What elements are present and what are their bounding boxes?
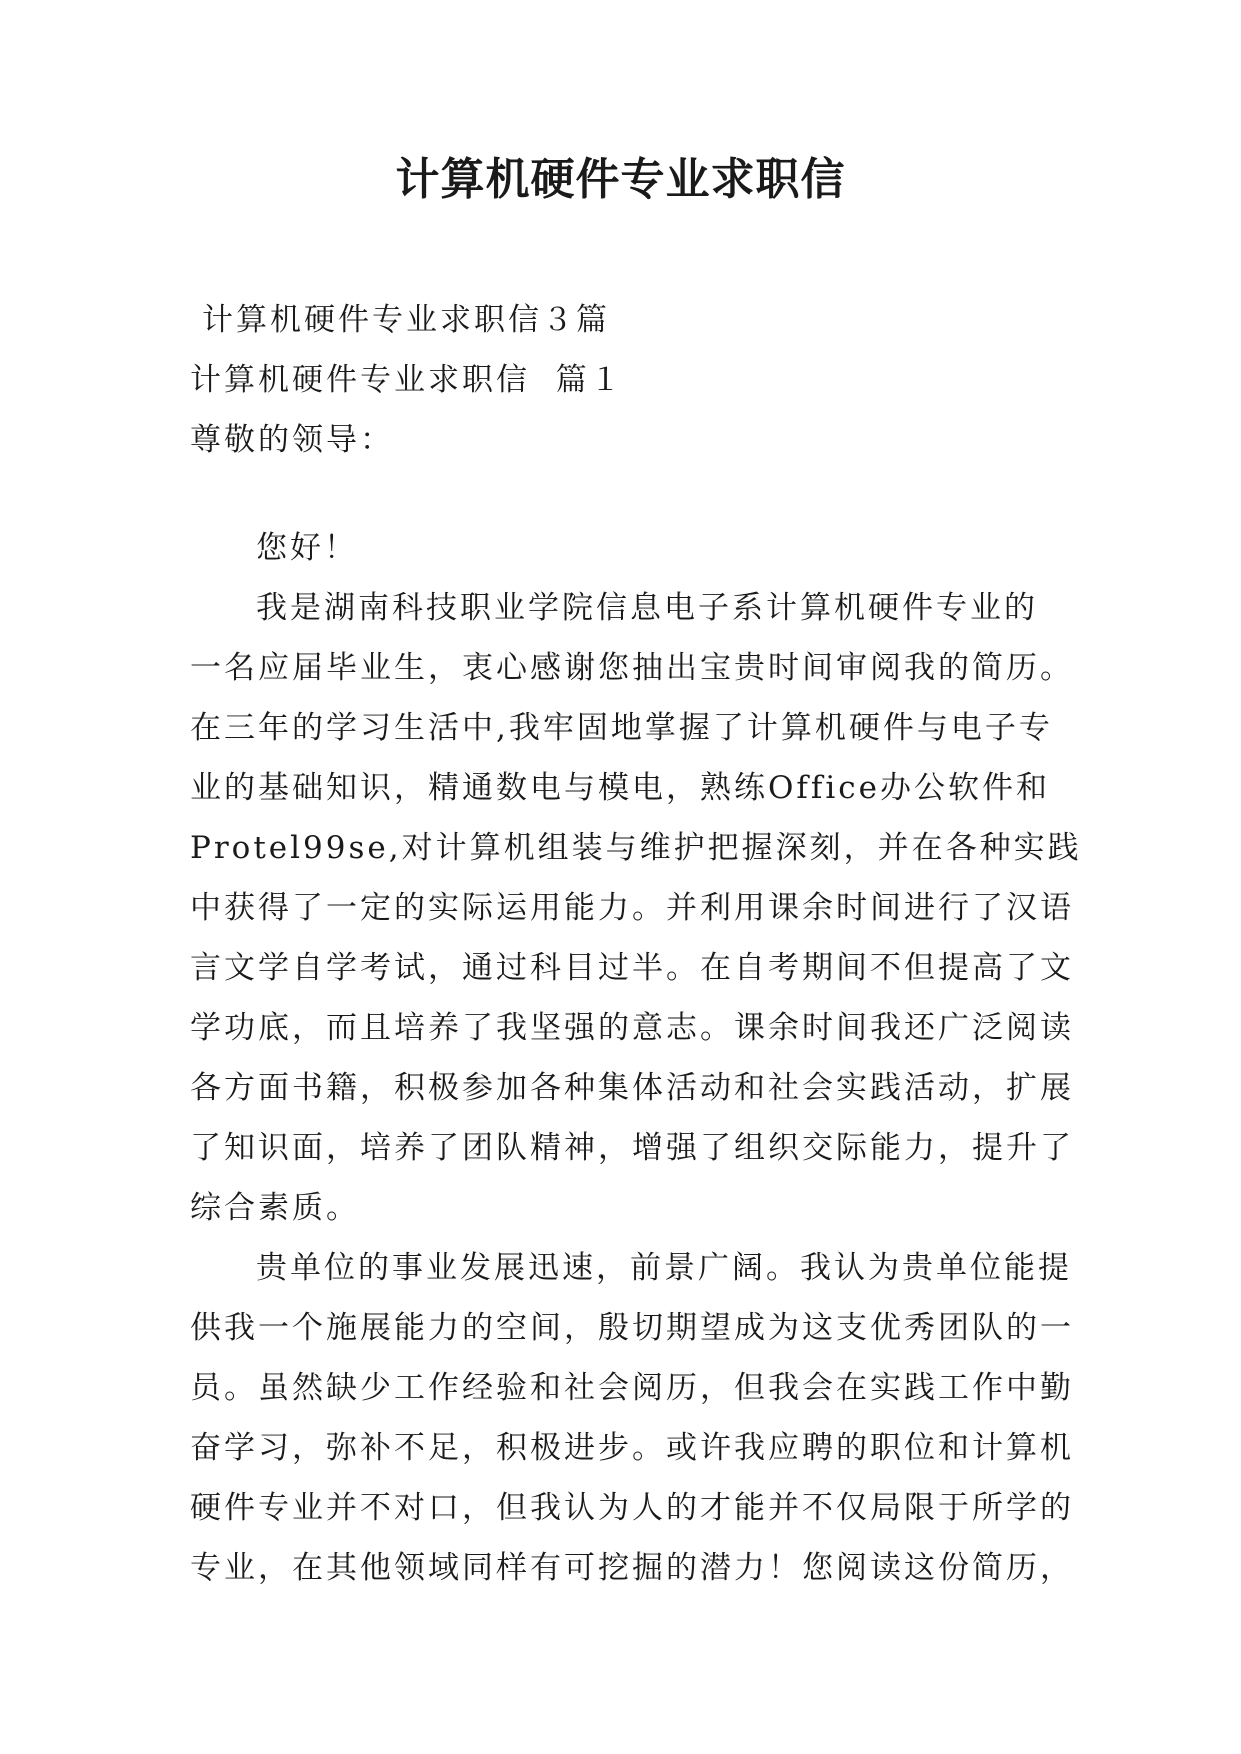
document-body [190, 290, 1082, 1598]
paragraph-line: 一名应届毕业生，衷心感谢您抽出宝贵时间审阅我的简历。 [190, 650, 1074, 686]
paragraph-line: 贵单位的事业发展迅速，前景广阔。我认为贵单位能提 [256, 1250, 1072, 1286]
greeting: 您好！ [256, 530, 358, 566]
section-heading: 计算机硬件专业求职信 篇１ [190, 362, 624, 398]
paragraph-line: 硬件专业并不对口，但我认为人的才能并不仅局限于所学的 [190, 1490, 1074, 1526]
paragraph-line: 业的基础知识，精通数电与模电，熟练Office办公软件和 [190, 770, 1050, 806]
paragraph-line: Protel99se,对计算机组装与维护把握深刻，并在各种实践 [190, 830, 1082, 866]
paragraph-line: 各方面书籍，积极参加各种集体活动和社会实践活动，扩展 [190, 1070, 1074, 1106]
paragraph-2 [190, 1238, 1074, 1598]
paragraph-line: 员。虽然缺少工作经验和社会阅历，但我会在实践工作中勤 [190, 1370, 1074, 1406]
paragraph-gap [190, 470, 1070, 518]
paragraph-line: 在三年的学习生活中,我牢固地掌握了计算机硬件与电子专 [190, 710, 1053, 746]
salutation: 尊敬的领导： [190, 422, 394, 458]
paragraph-line: 了知识面，培养了团队精神，增强了组织交际能力，提升了 [190, 1130, 1074, 1166]
document-title: 计算机硬件专业求职信 [395, 154, 846, 205]
document-subtitle: 计算机硬件专业求职信３篇 [202, 302, 610, 338]
paragraph-line: 学功底，而且培养了我坚强的意志。课余时间我还广泛阅读 [190, 1010, 1074, 1046]
paragraph-line: 中获得了一定的实际运用能力。并利用课余时间进行了汉语 [190, 890, 1074, 926]
paragraph-line: 供我一个施展能力的空间，殷切期望成为这支优秀团队的一 [190, 1310, 1074, 1346]
paragraph-line: 言文学自学考试，通过科目过半。在自考期间不但提高了文 [190, 950, 1074, 986]
paragraph-line: 奋学习，弥补不足，积极进步。或许我应聘的职位和计算机 [190, 1430, 1074, 1466]
paragraph-1 [190, 578, 1082, 1238]
paragraph-line: 综合素质。 [190, 1190, 360, 1226]
paragraph-line: 专业，在其他领域同样有可挖掘的潜力！您阅读这份简历， [190, 1550, 1074, 1586]
paragraph-line: 我是湖南科技职业学院信息电子系计算机硬件专业的 [256, 590, 1038, 626]
